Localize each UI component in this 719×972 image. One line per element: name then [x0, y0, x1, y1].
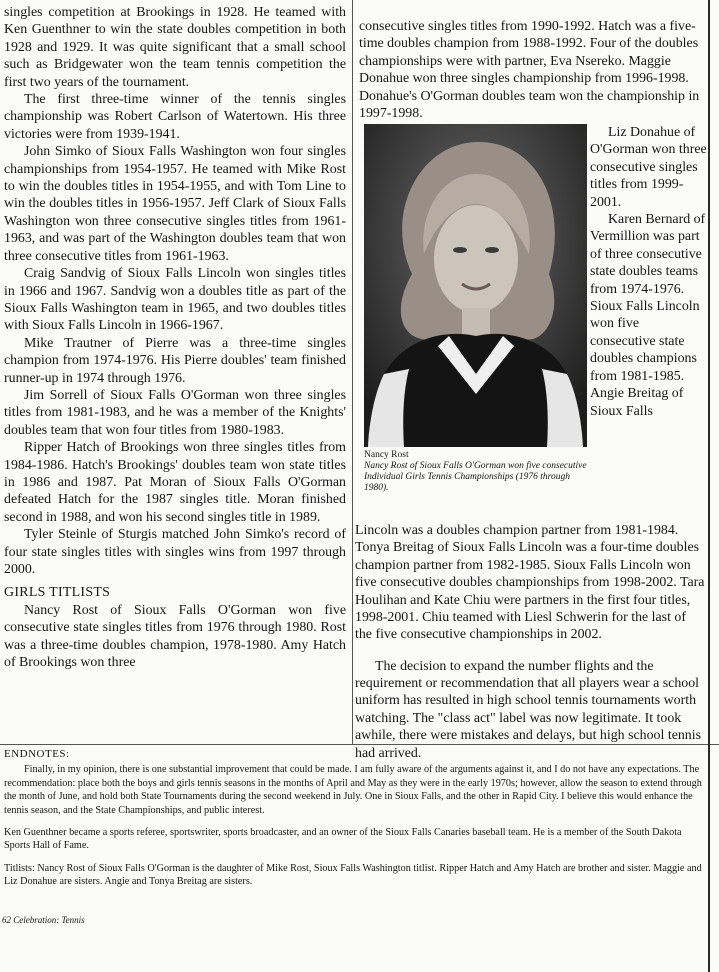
endnote: Ken Guenthner became a sports referee, sportswriter, sports broadcaster, and an owner of the Sioux Falls Canaries baseball team. He is a member of the South Dakota Sports Hall of Fame.: [4, 827, 682, 852]
left-column: [4, 4, 346, 671]
paragraph: singles competition at Brookings in 1928. He teamed with Ken Guenthner to win the state doubles competition in both 1928 and 1929. It was quite significant that a small school such as Bridgewater won the team tennis competition the first two years of the tournament.: [4, 5, 346, 90]
endnotes-label: ENDNOTES:: [4, 748, 70, 760]
page-footer: 62 Celebration: Tennis: [2, 915, 85, 925]
paragraph: Karen Bernard of Vermillion was part of three consecutive state doubles teams from 1974-1976. Sioux Falls Lincoln won five consecutive state doubles champions from 1981-1985. Angie Breitag of Sioux Falls: [590, 212, 706, 419]
paragraph: Jim Sorrell of Sioux Falls O'Gorman won three singles titles from 1981-1983, and he was a member of the Knights' doubles team that won four titles from 1980-1983.: [4, 387, 346, 438]
endnote: Titlists: Nancy Rost of Sioux Falls O'Gorman is the daughter of Mike Rost, Sioux Falls Washington titlist. Ripper Hatch and Amy Hatch are brother and sister. Maggie and Liz Donahue are sisters. Angie and Tonya Breitag are sisters.: [4, 862, 702, 888]
paragraph: Liz Donahue of O'Gorman won three consecutive singles titles from 1999-2001.: [590, 125, 707, 210]
endnote: Finally, in my opinion, there is one substantial improvement that could be made. I am fully aware of the arguments against it, and I do not have any expectations. The recommendation: place both the boys and girls tennis seasons in the months of April and May as they were in the early 1970s; however, allow the season to extend through the month of June, and hold both State Tournaments during the second weekend in July. One in Sioux Falls, and the other in Rapid City. I believe this would enhance the tennis season, and the State Championships, and public interest.: [4, 764, 702, 816]
paragraph: Craig Sandvig of Sioux Falls Lincoln won singles titles in 1966 and 1967. Sandvig won a doubles title as part of the Sioux Falls Washington team in 1965, and two doubles titles with Sioux Falls Lincoln in 1966-1967.: [4, 266, 346, 334]
page-edge-shadow: [708, 0, 710, 972]
paragraph: Lincoln was a doubles champion partner from 1981-1984. Tonya Breitag of Sioux Falls Lincoln was a four-time doubles champion partner from 1982-1985. Sioux Falls Lincoln won five consecutive doubles championships from 1998-2002. Tara Houlihan and Kate Chiu were partners in the first four titles, 1998-2001. Chiu teamed with Liesl Schwerin for the last of the five consecutive championships in 2002.: [355, 522, 705, 643]
paragraph: The first three-time winner of the tennis singles championship was Robert Carlson of Watertown. His three victories were from 1939-1941.: [4, 92, 346, 142]
paragraph: Mike Trautner of Pierre was a three-time singles champion from 1974-1976. His Pierre doubles' team finished runner-up in 1974 through 1976.: [4, 335, 346, 386]
portrait-image: [364, 124, 587, 447]
caption-name: Nancy Rost: [364, 450, 409, 460]
endnotes: [4, 748, 706, 889]
paragraph: The decision to expand the number flights and the requirement or recommendation that all players wear a school uniform has resulted in high school tennis tournaments worth watching. The "class act" label was now legitimate. It took awhile, there were mistakes and delays, but high school tennis had arrived.: [355, 658, 702, 761]
paragraph: John Simko of Sioux Falls Washington won four singles championships from 1954-1957. He teamed with Mike Rost to win the doubles titles in 1954-1955, and with Tom Line to win the doubles titles in 1956-1957. Jeff Clark of Sioux Falls Washington won three consecutive singles titles from 1961-1963, and was part of the Washington doubles team that won three consecutive titles from 1961-1963.: [4, 144, 346, 264]
section-heading: GIRLS TITLISTS: [4, 585, 111, 601]
photo-wrap-text: [590, 124, 707, 420]
caption-text: Nancy Rost of Sioux Falls O'Gorman won five consecutive Individual Girls Tennis Championships (1976 through 1980).: [364, 461, 587, 493]
right-column-bottom: [355, 508, 705, 776]
paragraph: Tyler Steinle of Sturgis matched John Simko's record of four state singles titles with singles wins from 1997 through 2000.: [4, 527, 346, 577]
paragraph: consecutive singles titles from 1990-1992. Hatch was a five-time doubles champion from 1988-1992. Four of the doubles championships were with partner, Eva Nsereko. Maggie Donahue won three singles championship from 1996-1998. Donahue's O'Gorman doubles team won the championship in 1997-1998.: [359, 18, 700, 121]
right-column-top: [359, 4, 703, 136]
column-divider: [352, 0, 353, 744]
paragraph: Nancy Rost of Sioux Falls O'Gorman won five consecutive state singles titles from 1976 through 1980. Rost was a three-time doubles champion, 1978-1980. Amy Hatch of Brookings won three: [4, 602, 346, 671]
paragraph: Ripper Hatch of Brookings won three singles titles from 1984-1986. Hatch's Brookings' doubles team won state titles in 1986 and 1987. Pat Moran of Sioux Falls O'Gorman defeated Hatch for the 1987 singles title. Moran finished second in 1988, and won his second singles title in 1989.: [4, 440, 346, 525]
photo-caption: [364, 450, 587, 494]
portrait-photo: [364, 124, 587, 447]
